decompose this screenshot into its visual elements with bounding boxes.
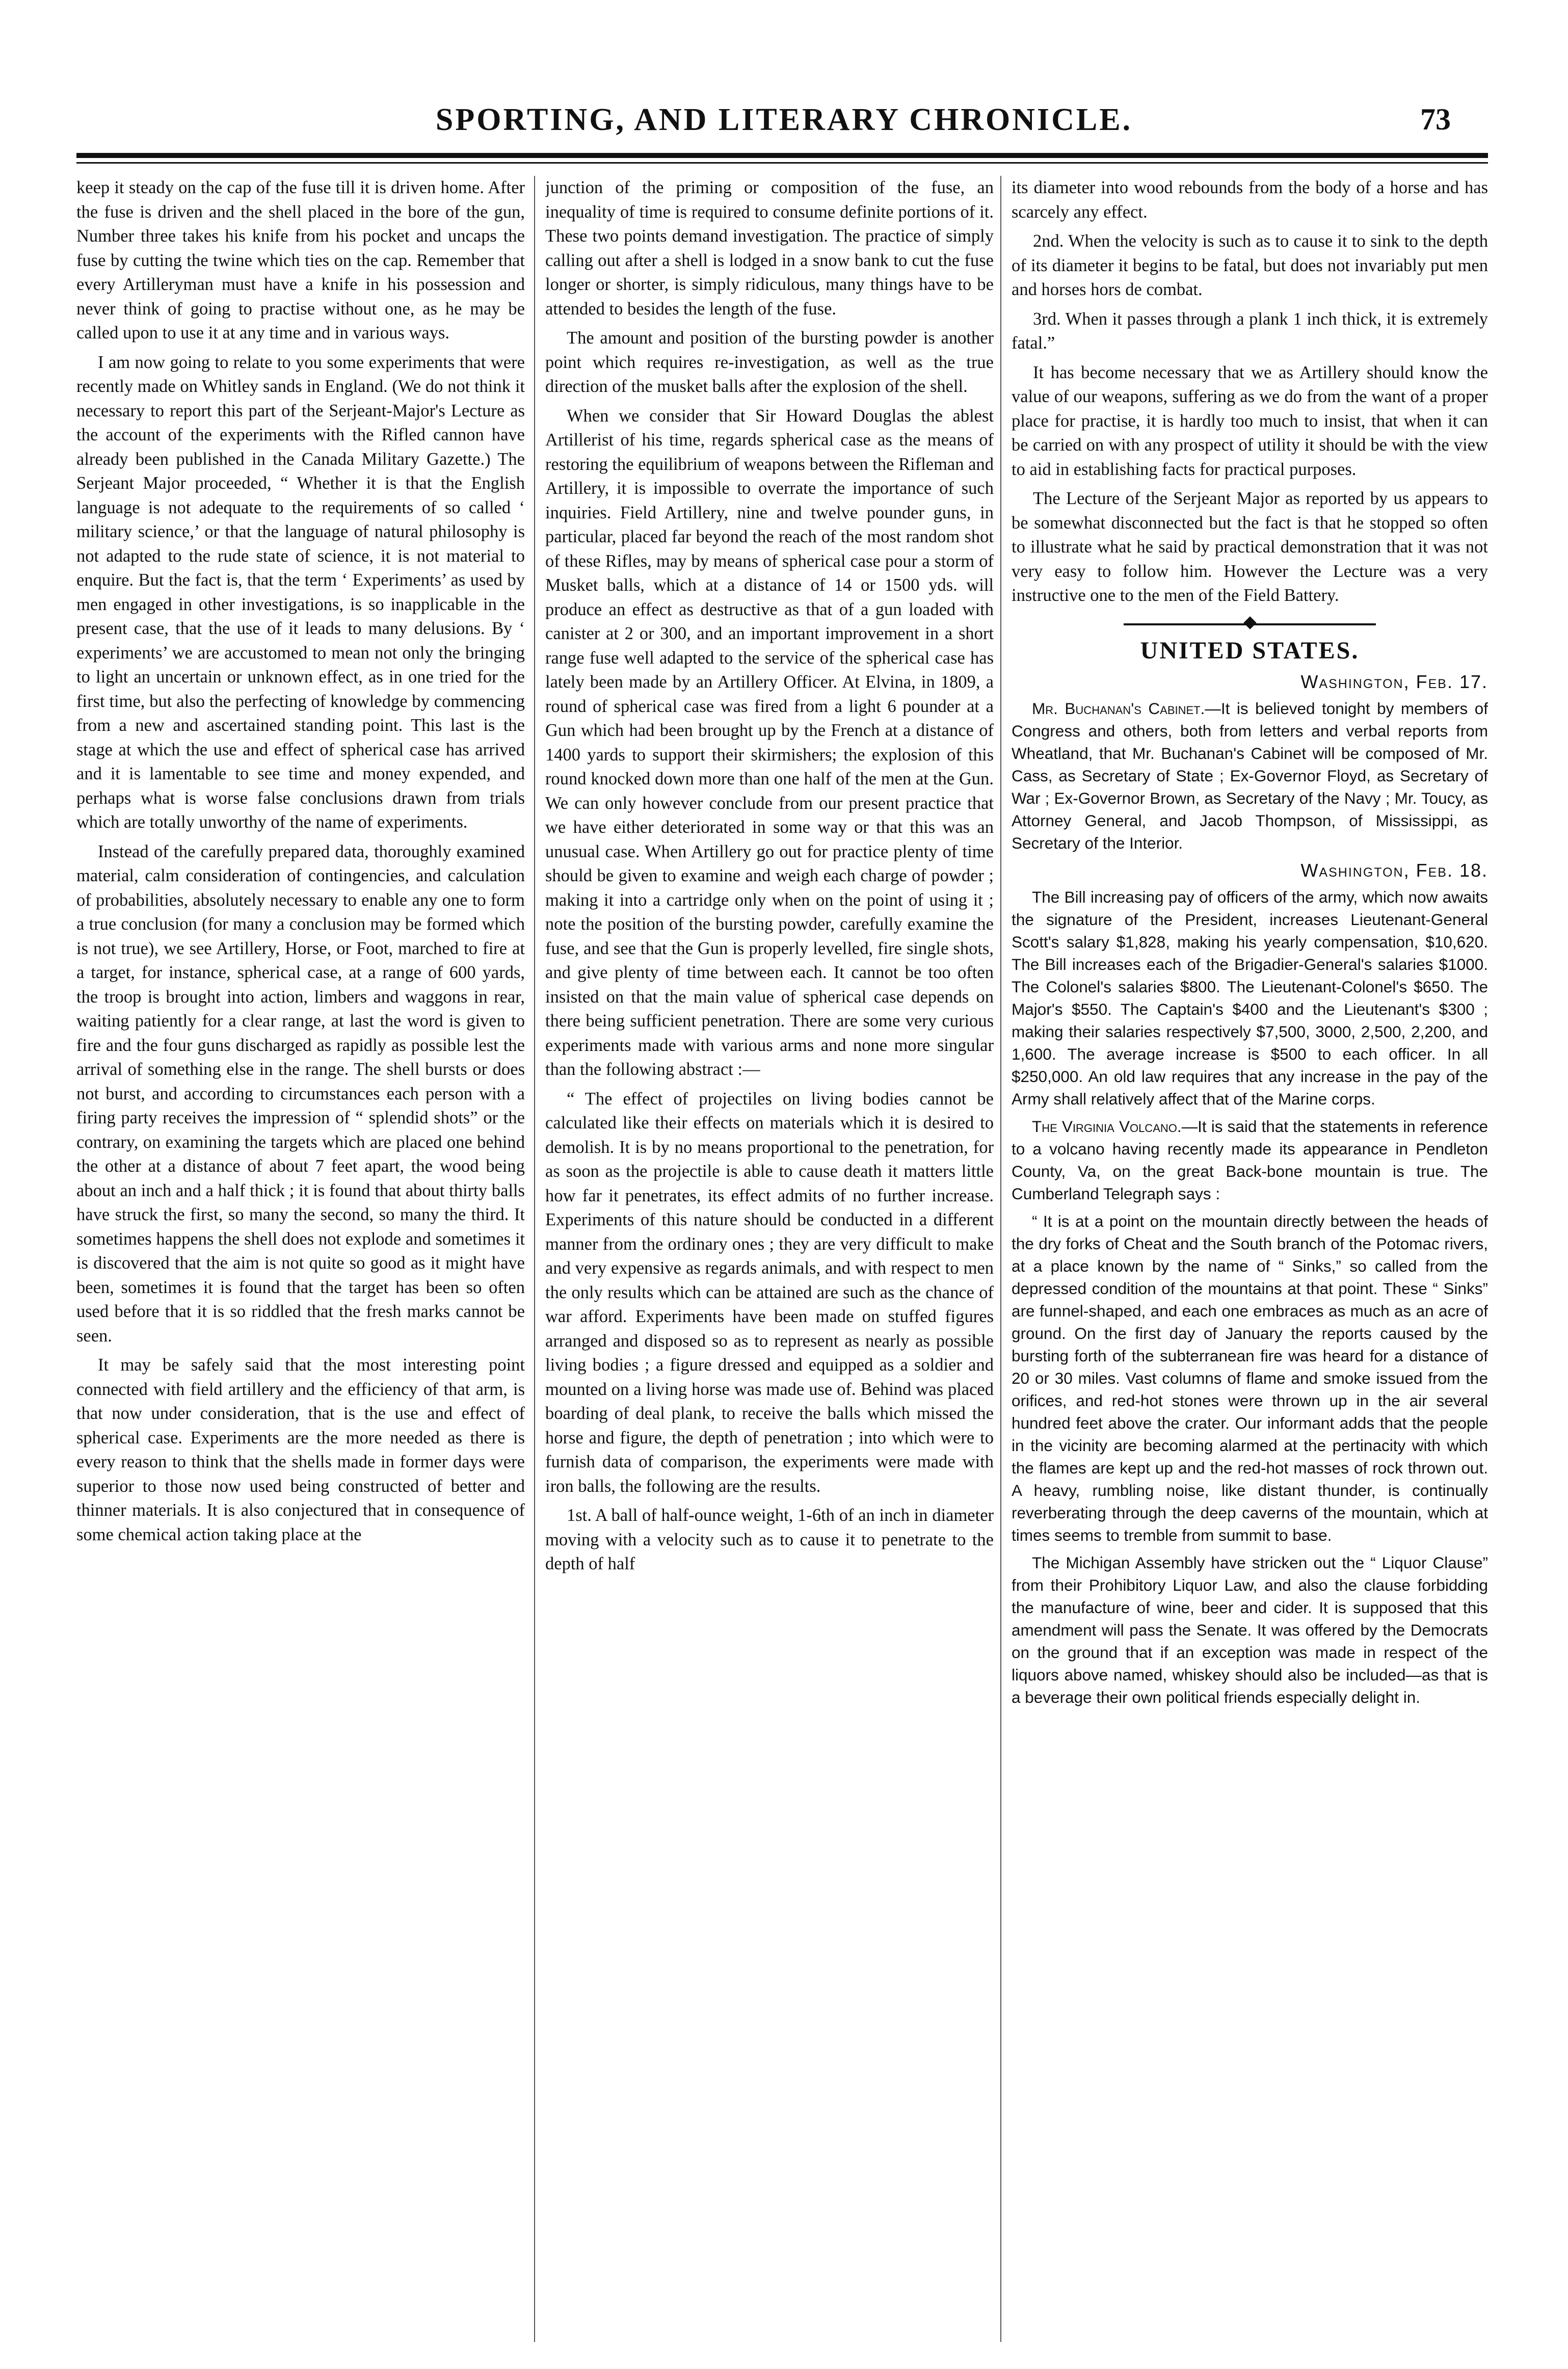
- paragraph: I am now going to relate to you some experiments that were recently made on Whitley sands in England. (We do not think it necessary to report this part of the Serjeant-Major's Lecture as the account of the experiments with the Rifled cannon have already been published in the Canada Military Gazette.) The Serjeant Major proceeded, “ Whether it is that the English language is not adequate to the requirements of so called ‘ military science,’ or that the language of natural philosophy is not adapted to the rude state of science, it is not material to enquire. But the fact is, that the term ‘ Experiments’ as used by men engaged in other investigations, is so inapplicable in the present case, that the use of it leads to many delusions. By ‘ experiments’ we are accustomed to mean not only the bringing to light an uncertain or unknown effect, as in one tried for the first time, but also the perfecting of knowledge by commencing from a new and ascertained standing point. This last is the stage at which the use and effect of spherical case has arrived and it is lamentable to see time and money expended, and perhaps what is worse false conclusions drawn from trials which are totally unworthy of the name of experiments.: [76, 352, 525, 832]
- column-separator: [534, 176, 535, 2342]
- column-1: [76, 176, 525, 2342]
- item-lead: Mr. Buchanan's Cabinet.: [1032, 699, 1205, 718]
- paragraph: 1st. A ball of half-ounce weight, 1-6th of an inch in diameter moving with a velocity such as to cause it to penetrate to the depth of half: [545, 1506, 994, 1573]
- paragraph: Instead of the carefully prepared data, thoroughly examined material, calm consideration of contingencies, and calculation of probabilities, absolutely necessary to enable any one to form a true conclusion (for many a conclusion may be formed which is not true), we see Artillery, Horse, or Foot, marched to fire at a target, for instance, spherical case, at a range of 600 yards, the troop is brought into action, limbers and waggons in rear, waiting patiently for a clear range, at last the word is given to fire and the four guns discharged as rapidly as possible lest the arrival of something else in the range. The shell bursts or does not burst, and according to circumstances each person with a firing party receives the impression of “ splendid shots” or the contrary, on examining the targets which are placed one behind the other at a distance of about 7 feet apart, the wood being about an inch and a half thick ; it is found that about thirty balls have struck the first, so many the second, so many the third. It sometimes happens the shell does not explode and sometimes it is discovered that the aim is not quite so good as it might have been, sometimes it is found that the target has been so often used before that it is so riddled that the fresh marks cannot be seen.: [76, 841, 525, 1346]
- item-text: —It is believed tonight by members of Congress and others, both from letters and verbal reports from Wheatland, that Mr. Buchanan's Cabinet will be composed of Mr. Cass, as Secretary of State ; Ex-Governor Floyd, as Secretary of War ; Ex-Governor Brown, as Secretary of the Navy ; Mr. Toucy, as Attorney General, and Jacob Thompson, of Mississippi, as Secretary of the Interior.: [1012, 699, 1488, 852]
- paragraph: The amount and position of the bursting powder is another point which requires re-investigation, as well as the true direction of the musket balls after the explosion of the shell.: [545, 328, 994, 396]
- header-rule: [76, 153, 1488, 158]
- running-head: [0, 102, 1568, 143]
- ornament-diamond: [1243, 616, 1256, 629]
- column-separator: [1000, 176, 1001, 2342]
- column-2: [545, 176, 994, 2342]
- news-item: “ It is at a point on the mountain directly between the heads of the dry forks of Cheat and the South branch of the Potomac rivers, at a place known by the name of “ Sinks,” so called from the depressed condition of the mountains at that point. These “ Sinks” are funnel-shaped, and each one embraces as much as an acre of ground. On the first day of January the reports caused by the bursting forth of the subterranean fire was heard for a distance of 20 or 30 miles. Vast columns of flame and smoke issued from the orifices, and red-hot stones were thrown up in the air several hundred feet above the crater. Our informant adds that the people in the vicinity are becoming alarmed at the pertinacity with which the flames are kept up and the red-hot masses of rock thrown out. A heavy, rumbling noise, like distant thunder, is continually reverberating through the deep caverns of the mountain, which at times seems to tremble from summit to base.: [1012, 1212, 1488, 1544]
- paragraph: It has become necessary that we as Artillery should know the value of our weapons, suffering as we do from the want of a proper place for practise, it is hardly too much to insist, that when it can be carried on with any prospect of utility it should be with the view to aid in establishing facts for practical purposes.: [1012, 362, 1488, 479]
- column-3: [1012, 176, 1488, 2342]
- paragraph: junction of the priming or composition of the fuse, an inequality of time is required to consume definite portions of it. These two points demand investigation. The practice of simply calling out after a shell is lodged in a snow bank to cut the fuse longer or shorter, is simply ridiculous, many things have to be attended to besides the length of the fuse.: [545, 178, 994, 319]
- paragraph: 3rd. When it passes through a plank 1 inch thick, it is extremely fatal.”: [1012, 309, 1488, 353]
- news-item: [1012, 697, 1488, 854]
- item-lead: The Virginia Volcano.: [1032, 1117, 1182, 1136]
- paragraph: When we consider that Sir Howard Douglas the ablest Artillerist of his time, regards spherical case as the means of restoring the equilibrium of weapons between the Rifleman and Artillery, it is impossible to overrate the importance of such inquiries. Field Artillery, nine and twelve pounder guns, in particular, placed far beyond the reach of the most random shot of these Rifles, may by means of spherical case pour a storm of Musket balls, which at a distance of 14 or 1500 yds. will produce an effect as destructive as that of a gun loaded with canister at 2 or 300, and an important improvement in a short range fuse well adapted to the service of the spherical case has lately been made by an Artillery Officer. At Elvina, in 1809, a round of spherical case was fired from a light 6 pounder at a Gun which had been brought up by the French at a distance of 1400 yards to support their skirmishers; the explosion of this round knocked down more than one half of the men at the Gun. We can only however conclude from our present practice that we have either deteriorated in some way or that this was an unusual case. When Artillery go out for practice plenty of time should be given to examine and weigh each charge of powder ; making it into a cartridge only when on the point of using it ; note the position of the bursting powder, carefully examine the fuse, and see that the Gun is properly levelled, fire single shots, and give plenty of time between each. It cannot be too often insisted on that the main value of spherical case depends on there being sufficient penetration. There are some very curious experiments made with various arms and none more singular than the following abstract :—: [545, 406, 994, 1079]
- dateline: Washington, Feb. 18.: [1300, 860, 1488, 881]
- paragraph: 2nd. When the velocity is such as to cause it to sink to the depth of its diameter it begins to be fatal, but does not invariably put men and horses hors de combat.: [1012, 231, 1488, 299]
- paragraph: The Lecture of the Serjeant Major as reported by us appears to be somewhat disconnected but the fact is that he stopped so often to illustrate what he said by practical demonstration that it was not very easy to follow him. However the Lecture was a very instructive one to the men of the Field Battery.: [1012, 489, 1488, 605]
- news-item: [1012, 1115, 1488, 1205]
- news-item: The Michigan Assembly have stricken out the “ Liquor Clause” from their Prohibitory Liquor Law, and also the clause forbidding the manufacture of wine, beer and cider. It is supposed that this amendment will pass the Senate. It was offered by the Democrats on the ground that if an exception was made in respect of the liquors above named, whiskey should also be included—as that is a beverage their own political friends especially delight in.: [1012, 1554, 1488, 1706]
- paragraph: “ The effect of projectiles on living bodies cannot be calculated like their effects on materials which it is desired to demolish. It is by no means proportional to the penetration, for as soon as the projectile is able to cause death it matters little how far it penetrates, its effect admits of no further increase. Experiments of this nature should be conducted in a different manner from the ordinary ones ; they are very difficult to make and very expensive as regards animals, and with respect to men the only results which can be attained are such as the chance of war afford. Experiments have been made on stuffed figures arranged and disposed so as to represent as nearly as possible living bodies ; a figure dressed and equipped as a soldier and mounted on a living horse was made use of. Behind was placed boarding of deal plank, to receive the balls which missed the horse and figure, the depth of penetration ; into which were to furnish data of comparison, the experiments were made with iron balls, the following are the results.: [545, 1089, 994, 1496]
- news-item: The Bill increasing pay of officers of the army, which now awaits the signature of the President, increases Lieutenant-General Scott's salary $1,828, making his yearly compensation, $10,620. The Bill increases each of the Brigadier-General's salaries $1000. The Colonel's salaries $800. The Lieutenant-Colonel's $650. The Major's $550. The Captain's $400 and the Lieutenant's $300 ; making their salaries respectively $7,500, 3000, 2,500, 2,200, and 1,600. The average increase is $500 to each officer. In all $250,000. An old law requires that any increase in the pay of the Army shall relatively affect that of the Marine corps.: [1012, 888, 1488, 1108]
- news-items: [1012, 671, 1488, 1708]
- section-ornament: [1012, 619, 1488, 629]
- dateline: Washington, Feb. 17.: [1300, 671, 1488, 692]
- section-heading: UNITED STATES.: [1140, 637, 1360, 664]
- paragraph: It may be safely said that the most interesting point connected with field artillery and the efficiency of that arm, is that now under consideration, that is the use and effect of spherical case. Experiments are the more needed as there is every reason to think that the shells made in former days were superior to those now used being constructed of better and thinner materials. It is also conjectured that in consequence of some chemical action taking place at the: [76, 1355, 525, 1544]
- running-title: SPORTING, AND LITERARY CHRONICLE.: [435, 102, 1133, 137]
- header-rule-thin: [76, 162, 1488, 164]
- paragraph: its diameter into wood rebounds from the body of a horse and has scarcely any effect.: [1012, 178, 1488, 222]
- page-number: 73: [1420, 102, 1451, 136]
- paragraph: keep it steady on the cap of the fuse till it is driven home. After the fuse is driven and the shell placed in the bore of the gun, Number three takes his knife from his pocket and uncaps the fuse by cutting the twine which ties on the cap. Remember that every Artilleryman must have a knife in his possession and never think of going to practise without one, as he may be called upon to use it at any time and in various ways.: [76, 178, 525, 343]
- item-text: —It is said that the statements in reference to a volcano having recently made its appearance in Pendleton County, Va, on the great Back-bone mountain is true. The Cumberland Telegraph says :: [1012, 1117, 1488, 1203]
